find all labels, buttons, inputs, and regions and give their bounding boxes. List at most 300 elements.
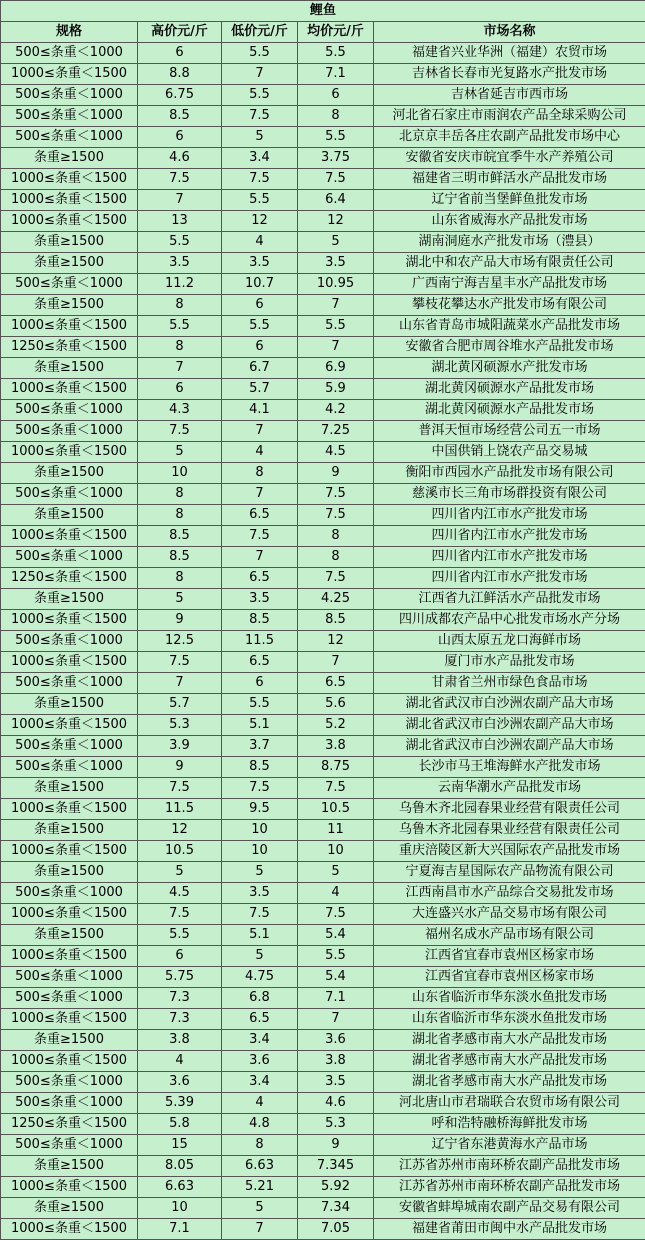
cell-high-price: 4 [138,1051,222,1072]
table-row [1,505,645,526]
cell-low-price: 4 [222,232,298,253]
header-spec: 规格 [1,22,138,43]
cell-market-name: 重庆涪陵区新大兴国际农产品批发市场 [374,841,645,862]
cell-market-name: 湖北省武汉市白沙洲农副产品大市场 [374,736,645,757]
cell-low-price: 5.21 [222,1177,298,1198]
cell-market-name: 宁夏海吉星国际农产品物流有限公司 [374,862,645,883]
cell-market-name: 攀枝花攀达水产批发市场有限公司 [374,295,645,316]
cell-high-price: 8 [138,337,222,358]
cell-market-name: 四川省内江市水产批发市场 [374,568,645,589]
table-row [1,757,645,778]
cell-market-name: 江西省宜春市袁州区杨家市场 [374,946,645,967]
cell-spec: 条重≥1500 [1,862,138,883]
table-row [1,736,645,757]
cell-low-price: 9.5 [222,799,298,820]
cell-market-name: 衡阳市西园水产品批发市场有限公司 [374,463,645,484]
cell-low-price: 7.5 [222,526,298,547]
table-row [1,316,645,337]
table-row [1,1009,645,1030]
cell-low-price: 4.75 [222,967,298,988]
cell-avg-price: 10.95 [298,274,374,295]
cell-spec: 1000≤条重＜1500 [1,610,138,631]
table-row [1,715,645,736]
cell-avg-price: 7.5 [298,568,374,589]
cell-low-price: 5 [222,1198,298,1219]
cell-avg-price: 7.34 [298,1198,374,1219]
cell-spec: 500≤条重＜1000 [1,274,138,295]
cell-high-price: 5.5 [138,925,222,946]
table-row [1,925,645,946]
cell-market-name: 辽宁省前当堡鲜鱼批发市场 [374,190,645,211]
cell-avg-price: 5.5 [298,946,374,967]
cell-avg-price: 7 [298,1009,374,1030]
cell-market-name: 山东省青岛市城阳蔬菜水产品批发市场 [374,316,645,337]
table-body [1,43,645,1240]
table-row [1,799,645,820]
cell-avg-price: 7 [298,337,374,358]
cell-spec: 1000≤条重＜1500 [1,1177,138,1198]
cell-low-price: 10.7 [222,274,298,295]
table-row [1,358,645,379]
cell-market-name: 湖北省武汉市白沙洲农副产品大市场 [374,715,645,736]
cell-market-name: 湖北黄冈硕源水产批发市场 [374,358,645,379]
cell-low-price: 3.7 [222,736,298,757]
table-row [1,442,645,463]
cell-avg-price: 8.75 [298,757,374,778]
cell-avg-price: 7.5 [298,484,374,505]
cell-low-price: 5.5 [222,43,298,64]
cell-low-price: 7 [222,484,298,505]
cell-avg-price: 3.5 [298,1072,374,1093]
cell-spec: 1250≤条重＜1500 [1,568,138,589]
cell-low-price: 6.7 [222,358,298,379]
cell-spec: 500≤条重＜1000 [1,421,138,442]
cell-high-price: 5 [138,589,222,610]
table-row [1,253,645,274]
cell-spec: 500≤条重＜1000 [1,547,138,568]
header-avg-price: 均价元/斤 [298,22,374,43]
cell-low-price: 12 [222,211,298,232]
cell-avg-price: 9 [298,1135,374,1156]
cell-market-name: 慈溪市长三角市场群投资有限公司 [374,484,645,505]
cell-spec: 1000≤条重＜1500 [1,1219,138,1240]
cell-high-price: 7 [138,673,222,694]
cell-low-price: 5 [222,946,298,967]
cell-spec: 500≤条重＜1000 [1,43,138,64]
table-row [1,85,645,106]
cell-avg-price: 3.6 [298,1030,374,1051]
cell-avg-price: 3.8 [298,736,374,757]
header-high-price: 高价元/斤 [138,22,222,43]
cell-high-price: 3.8 [138,1030,222,1051]
cell-high-price: 6 [138,127,222,148]
cell-high-price: 8 [138,484,222,505]
table-row [1,1051,645,1072]
cell-high-price: 9 [138,610,222,631]
cell-spec: 1000≤条重＜1500 [1,652,138,673]
table-row [1,820,645,841]
cell-market-name: 湖北黄冈硕源水产品批发市场 [374,400,645,421]
cell-spec: 500≤条重＜1000 [1,400,138,421]
table-row [1,1030,645,1051]
cell-avg-price: 5.2 [298,715,374,736]
table-row [1,295,645,316]
cell-market-name: 长沙市马王堆海鲜水产批发市场 [374,757,645,778]
cell-low-price: 3.4 [222,148,298,169]
cell-low-price: 6 [222,673,298,694]
table-row [1,421,645,442]
cell-spec: 1250≤条重＜1500 [1,337,138,358]
cell-high-price: 5 [138,862,222,883]
cell-low-price: 6.63 [222,1156,298,1177]
cell-avg-price: 7.5 [298,169,374,190]
header-row [1,22,645,43]
cell-market-name: 中国供销上饶农产品交易城 [374,442,645,463]
cell-market-name: 河北唐山市君瑞联合农贸市场有限公司 [374,1093,645,1114]
cell-market-name: 安徽省安庆市皖宜季牛水产养殖公司 [374,148,645,169]
cell-high-price: 8.5 [138,106,222,127]
cell-high-price: 15 [138,1135,222,1156]
cell-avg-price: 5.5 [298,316,374,337]
table-row [1,778,645,799]
cell-high-price: 5.7 [138,694,222,715]
cell-avg-price: 8 [298,106,374,127]
cell-market-name: 江西南昌市水产品综合交易批发市场 [374,883,645,904]
cell-low-price: 3.4 [222,1030,298,1051]
table-row [1,631,645,652]
cell-low-price: 3.5 [222,589,298,610]
cell-high-price: 3.5 [138,253,222,274]
table-row [1,1198,645,1219]
cell-low-price: 7.5 [222,904,298,925]
cell-spec: 1000≤条重＜1500 [1,379,138,400]
cell-avg-price: 7.1 [298,988,374,1009]
table-row [1,190,645,211]
cell-avg-price: 8 [298,526,374,547]
cell-high-price: 7.5 [138,169,222,190]
cell-avg-price: 4.5 [298,442,374,463]
cell-high-price: 7 [138,190,222,211]
cell-market-name: 厦门市水产品批发市场 [374,652,645,673]
cell-spec: 1000≤条重＜1500 [1,169,138,190]
cell-avg-price: 7.5 [298,904,374,925]
cell-high-price: 13 [138,211,222,232]
table-row [1,232,645,253]
cell-spec: 1000≤条重＜1500 [1,316,138,337]
cell-spec: 500≤条重＜1000 [1,673,138,694]
cell-market-name: 湖北省孝感市南大水产品批发市场 [374,1072,645,1093]
cell-avg-price: 7.5 [298,505,374,526]
cell-high-price: 5.39 [138,1093,222,1114]
cell-low-price: 6.5 [222,652,298,673]
cell-market-name: 湖南洞庭水产批发市场（澧县） [374,232,645,253]
cell-high-price: 5.5 [138,316,222,337]
table-row [1,1135,645,1156]
cell-avg-price: 3.5 [298,253,374,274]
table-row [1,43,645,64]
cell-high-price: 7.5 [138,778,222,799]
cell-high-price: 7 [138,358,222,379]
cell-spec: 500≤条重＜1000 [1,484,138,505]
cell-high-price: 10 [138,463,222,484]
cell-low-price: 7.5 [222,106,298,127]
cell-spec: 500≤条重＜1000 [1,1135,138,1156]
cell-market-name: 山东省临沂市华东淡水鱼批发市场 [374,988,645,1009]
cell-avg-price: 12 [298,211,374,232]
cell-spec: 条重≥1500 [1,1198,138,1219]
cell-avg-price: 7 [298,295,374,316]
cell-market-name: 广西南宁海吉星丰水产品批发市场 [374,274,645,295]
cell-market-name: 湖北黄冈硕源水产品批发市场 [374,379,645,400]
cell-low-price: 7 [222,421,298,442]
cell-market-name: 湖北省孝感市南大水产品批发市场 [374,1051,645,1072]
cell-high-price: 4.6 [138,148,222,169]
cell-high-price: 11.5 [138,799,222,820]
cell-market-name: 乌鲁木齐北园春果业经营有限责任公司 [374,799,645,820]
cell-avg-price: 10.5 [298,799,374,820]
cell-low-price: 5.5 [222,316,298,337]
cell-market-name: 湖北省武汉市白沙洲农副产品大市场 [374,694,645,715]
cell-high-price: 12.5 [138,631,222,652]
cell-market-name: 吉林省延吉市西市场 [374,85,645,106]
cell-high-price: 6.63 [138,1177,222,1198]
cell-high-price: 8 [138,505,222,526]
cell-low-price: 3.5 [222,253,298,274]
table-row [1,967,645,988]
cell-avg-price: 6 [298,85,374,106]
cell-spec: 500≤条重＜1000 [1,988,138,1009]
cell-low-price: 6 [222,295,298,316]
cell-high-price: 7.1 [138,1219,222,1240]
cell-spec: 500≤条重＜1000 [1,631,138,652]
cell-low-price: 6.5 [222,568,298,589]
cell-high-price: 6 [138,43,222,64]
cell-market-name: 福建省莆田市闽中水产品批发市场 [374,1219,645,1240]
cell-high-price: 10 [138,1198,222,1219]
table-row [1,652,645,673]
cell-low-price: 5.7 [222,379,298,400]
cell-market-name: 甘肃省兰州市绿色食品市场 [374,673,645,694]
cell-spec: 500≤条重＜1000 [1,967,138,988]
cell-market-name: 北京京丰岳各庄农副产品批发市场中心 [374,127,645,148]
cell-high-price: 4.3 [138,400,222,421]
cell-low-price: 8 [222,463,298,484]
table-row [1,694,645,715]
cell-market-name: 乌鲁木齐北园春果业经营有限责任公司 [374,820,645,841]
cell-high-price: 3.9 [138,736,222,757]
cell-high-price: 5.8 [138,1114,222,1135]
cell-avg-price: 5.92 [298,1177,374,1198]
cell-market-name: 辽宁省东港黄海水产品市场 [374,1135,645,1156]
cell-avg-price: 5 [298,232,374,253]
cell-spec: 500≤条重＜1000 [1,85,138,106]
cell-low-price: 8.5 [222,610,298,631]
cell-spec: 1000≤条重＜1500 [1,211,138,232]
cell-high-price: 7.3 [138,988,222,1009]
cell-avg-price: 7.05 [298,1219,374,1240]
cell-low-price: 7 [222,64,298,85]
cell-low-price: 10 [222,841,298,862]
cell-avg-price: 10 [298,841,374,862]
cell-spec: 500≤条重＜1000 [1,883,138,904]
table-row [1,337,645,358]
cell-high-price: 5.3 [138,715,222,736]
cell-market-name: 山东省威海水产品批发市场 [374,211,645,232]
cell-spec: 500≤条重＜1000 [1,1093,138,1114]
cell-avg-price: 11 [298,820,374,841]
table-row [1,463,645,484]
cell-avg-price: 3.8 [298,1051,374,1072]
table-row [1,1177,645,1198]
cell-market-name: 四川省内江市水产批发市场 [374,526,645,547]
cell-spec: 条重≥1500 [1,295,138,316]
cell-high-price: 8 [138,568,222,589]
cell-spec: 1000≤条重＜1500 [1,946,138,967]
table-title: 鲤鱼 [1,1,645,22]
cell-avg-price: 5.4 [298,925,374,946]
cell-low-price: 3.6 [222,1051,298,1072]
cell-high-price: 8.5 [138,526,222,547]
cell-high-price: 11.2 [138,274,222,295]
cell-spec: 1000≤条重＜1500 [1,442,138,463]
cell-avg-price: 4 [298,883,374,904]
cell-market-name: 普洱天恒市场经营公司五一市场 [374,421,645,442]
cell-low-price: 7 [222,547,298,568]
cell-high-price: 4.5 [138,883,222,904]
cell-low-price: 5.5 [222,694,298,715]
cell-spec: 1000≤条重＜1500 [1,190,138,211]
cell-low-price: 8 [222,1135,298,1156]
cell-spec: 条重≥1500 [1,505,138,526]
cell-avg-price: 4.6 [298,1093,374,1114]
table-row [1,1156,645,1177]
table-row [1,484,645,505]
cell-spec: 条重≥1500 [1,925,138,946]
cell-spec: 条重≥1500 [1,778,138,799]
cell-spec: 条重≥1500 [1,589,138,610]
cell-market-name: 吉林省长春市光复路水产批发市场 [374,64,645,85]
cell-market-name: 山东省临沂市华东淡水鱼批发市场 [374,1009,645,1030]
cell-low-price: 6.8 [222,988,298,1009]
cell-high-price: 9 [138,757,222,778]
cell-low-price: 6.5 [222,1009,298,1030]
cell-market-name: 湖北中和农产品大市场有限责任公司 [374,253,645,274]
cell-avg-price: 7.5 [298,778,374,799]
cell-avg-price: 7 [298,652,374,673]
table-row [1,988,645,1009]
cell-high-price: 7.5 [138,652,222,673]
cell-high-price: 10.5 [138,841,222,862]
cell-spec: 500≤条重＜1000 [1,127,138,148]
cell-avg-price: 5.5 [298,127,374,148]
cell-avg-price: 5.9 [298,379,374,400]
cell-low-price: 3.5 [222,883,298,904]
table-row [1,904,645,925]
cell-spec: 1000≤条重＜1500 [1,715,138,736]
cell-spec: 条重≥1500 [1,1030,138,1051]
cell-high-price: 8.8 [138,64,222,85]
cell-low-price: 4 [222,442,298,463]
table-row [1,274,645,295]
cell-market-name: 山西太原五龙口海鲜市场 [374,631,645,652]
cell-avg-price: 6.4 [298,190,374,211]
cell-low-price: 5.5 [222,190,298,211]
cell-market-name: 福建省兴业华洲（福建）农贸市场 [374,43,645,64]
cell-high-price: 7.5 [138,421,222,442]
cell-spec: 条重≥1500 [1,820,138,841]
table-row [1,1114,645,1135]
table-row [1,211,645,232]
table-row [1,106,645,127]
cell-avg-price: 5 [298,862,374,883]
cell-avg-price: 3.75 [298,148,374,169]
cell-avg-price: 6.9 [298,358,374,379]
cell-market-name: 湖北省孝感市南大水产品批发市场 [374,1030,645,1051]
cell-low-price: 5.1 [222,925,298,946]
cell-low-price: 11.5 [222,631,298,652]
cell-high-price: 6 [138,379,222,400]
table-row [1,883,645,904]
cell-spec: 条重≥1500 [1,253,138,274]
cell-low-price: 10 [222,820,298,841]
cell-high-price: 7.5 [138,904,222,925]
cell-high-price: 6 [138,946,222,967]
table-row [1,148,645,169]
header-market-name: 市场名称 [374,22,645,43]
cell-spec: 1000≤条重＜1500 [1,799,138,820]
cell-spec: 500≤条重＜1000 [1,106,138,127]
cell-market-name: 呼和浩特融桥海鲜批发市场 [374,1114,645,1135]
cell-spec: 1250≤条重＜1500 [1,1114,138,1135]
cell-avg-price: 5.4 [298,967,374,988]
cell-avg-price: 4.2 [298,400,374,421]
table-row [1,841,645,862]
cell-low-price: 7.5 [222,169,298,190]
cell-avg-price: 7.1 [298,64,374,85]
table-row [1,673,645,694]
cell-low-price: 4 [222,1093,298,1114]
cell-spec: 500≤条重＜1000 [1,757,138,778]
cell-market-name: 江西省九江鲜活水产品批发市场 [374,589,645,610]
table-row [1,526,645,547]
table-row [1,610,645,631]
cell-avg-price: 7.25 [298,421,374,442]
title-row [1,1,645,22]
cell-market-name: 四川成都农产品中心批发市场水产分场 [374,610,645,631]
cell-market-name: 大连盛兴水产品交易市场有限公司 [374,904,645,925]
cell-low-price: 6.5 [222,505,298,526]
cell-market-name: 安徽省合肥市周谷堆水产品批发市场 [374,337,645,358]
cell-market-name: 江西省宜春市袁州区杨家市场 [374,967,645,988]
cell-low-price: 5.1 [222,715,298,736]
cell-spec: 条重≥1500 [1,358,138,379]
cell-high-price: 8.5 [138,547,222,568]
cell-high-price: 5.75 [138,967,222,988]
cell-spec: 条重≥1500 [1,232,138,253]
cell-market-name: 福州名成水产品市场有限公司 [374,925,645,946]
table-row [1,379,645,400]
table-row [1,547,645,568]
table-row [1,568,645,589]
table-row [1,1093,645,1114]
cell-market-name: 江苏省苏州市南环桥农副产品批发市场 [374,1156,645,1177]
cell-spec: 500≤条重＜1000 [1,1072,138,1093]
cell-avg-price: 4.25 [298,589,374,610]
cell-spec: 1000≤条重＜1500 [1,1051,138,1072]
cell-low-price: 5.5 [222,85,298,106]
cell-low-price: 4.8 [222,1114,298,1135]
cell-market-name: 江苏省苏州市南环桥农副产品批发市场 [374,1177,645,1198]
